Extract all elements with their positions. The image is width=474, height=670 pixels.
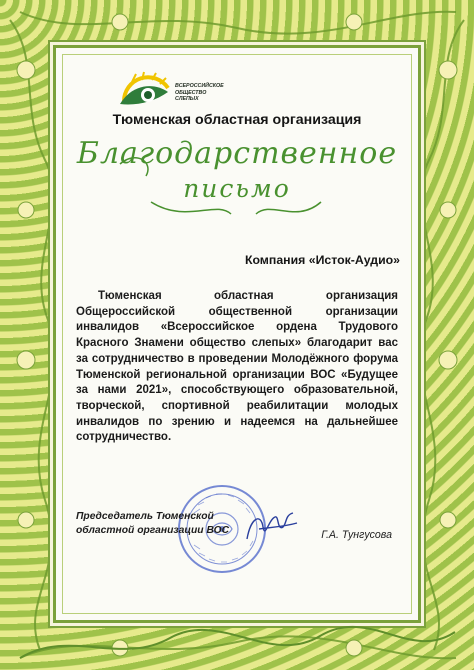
certificate-title-line-1: Благодарственное <box>76 136 398 171</box>
handwritten-signature-icon <box>241 509 301 545</box>
vos-logo-icon <box>110 70 180 112</box>
logo-text-line-1: ВСЕРОССИЙСКОЕ <box>175 83 224 89</box>
organization-title: Тюменская областная организация <box>112 112 362 128</box>
certificate-title-line-2: письмо <box>183 174 291 203</box>
chairman-title-line-2: областной организации ВОС <box>76 524 230 536</box>
logo-text-line-2: ОБЩЕСТВО <box>175 89 207 96</box>
gratitude-body-text: Тюменская областная организация Общероссийской общественной организации инвалидов «Всероссийское ордена Трудового Красного Знамени общество слепых» благодарит вас за сотрудничество в проведении Молодёжного форума Тюменской региональной организации ВОС «Будущее за нами 2021», способствующего образовательной, творческой, спортивной реабилитации молодых инвалидов по зрению и надеемся на дальнейшее сотрудничество. <box>76 290 398 444</box>
logo-text <box>175 83 235 103</box>
signatory-name: Г.А. Тунгусова <box>321 529 392 541</box>
chairman-title <box>76 510 256 537</box>
recipient-name: Компания «Исток-Аудио» <box>244 253 400 267</box>
certificate-frame <box>56 48 418 620</box>
logo-text-line-3: СЛЕПЫХ <box>175 96 199 102</box>
chairman-title-line-1: Председатель Тюменской <box>76 511 214 522</box>
